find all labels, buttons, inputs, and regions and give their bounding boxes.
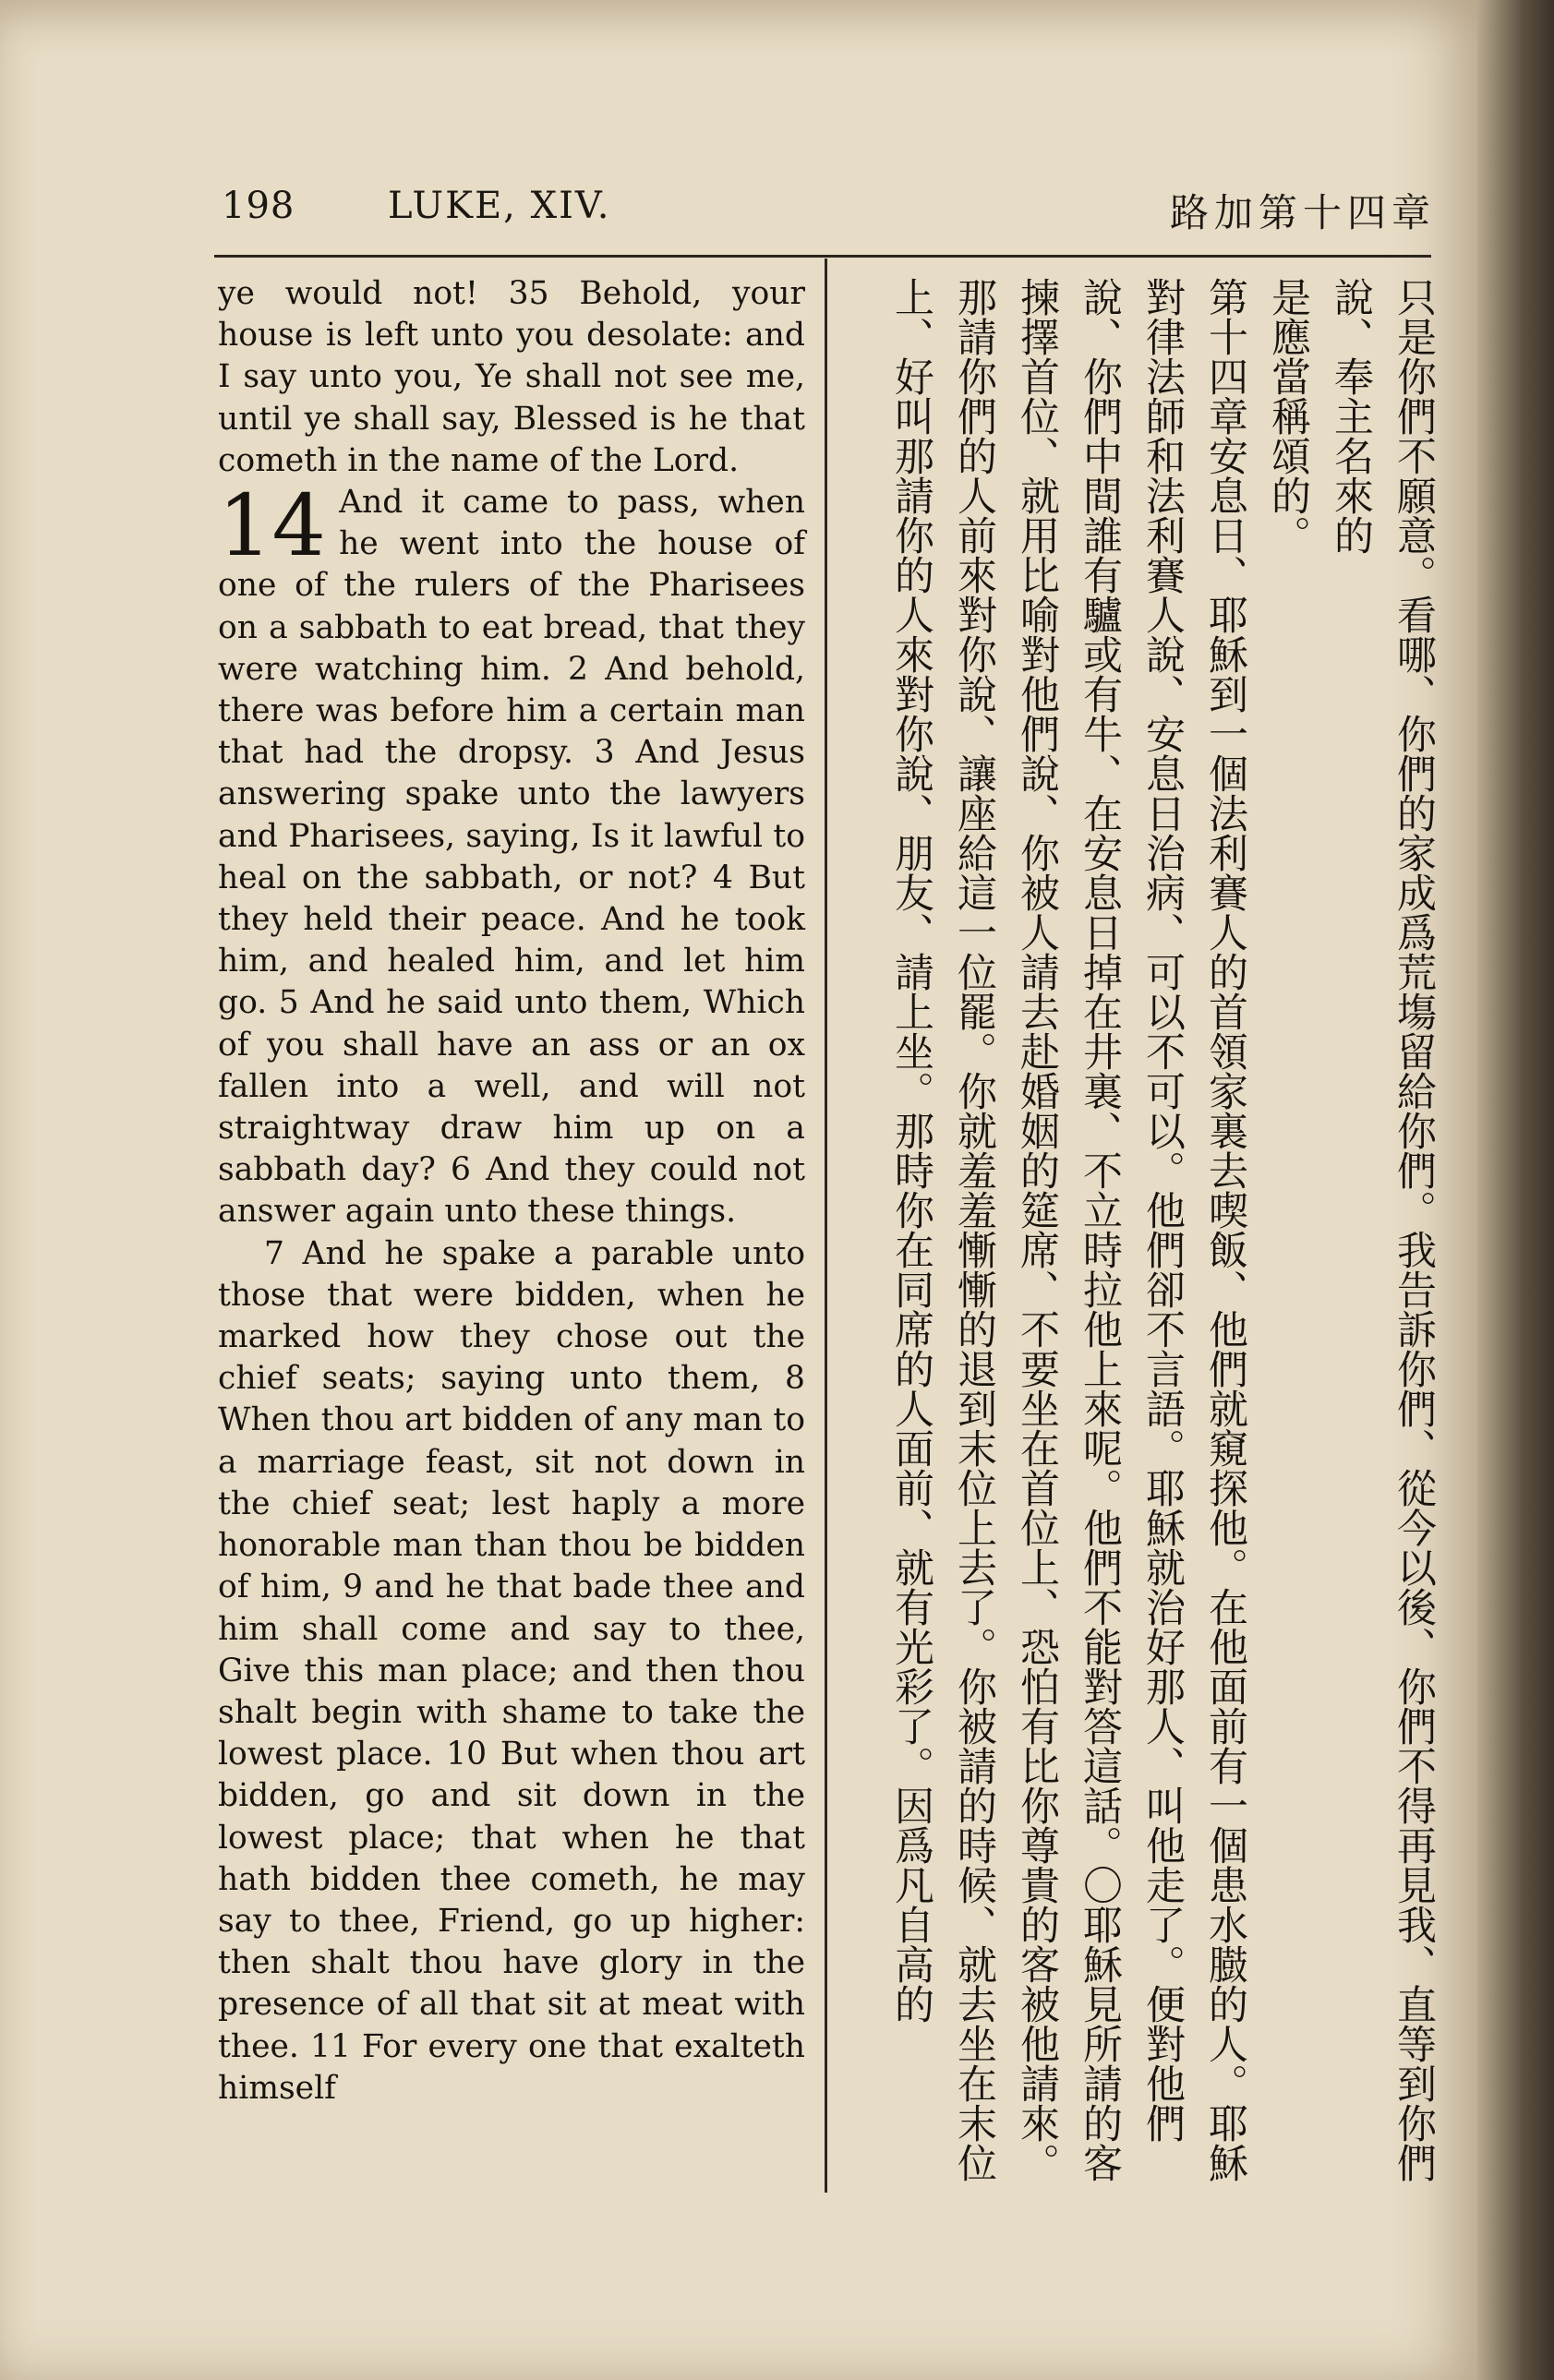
page-header — [222, 185, 1436, 249]
english-paragraph-2 — [218, 476, 805, 1233]
english-paragraph-1: ye would not! 35 Behold, your house is left unto you desolate: and I say unto you, Ye shall not see me, until ye shall say, Blessed is he that cometh in the name of the Lord. — [218, 275, 805, 479]
chinese-column — [836, 277, 1445, 2197]
chinese-column-2: 是應當稱頌的。 — [1265, 277, 1311, 555]
chapter-number: 14 — [218, 476, 327, 576]
english-paragraph-2-text: And it came to pass, when he went into the house of one of the rulers of the Pharisees on a sabbath to eat bread, that they were watching him. 2 And behold, there was before him a certain man that had the dropsy. 3 And Jesus answering spake unto the lawyers and Pharisees, saying, Is it lawful to heal on the sabbath, or not? 4 But they held their peace. And he took him, and healed him, and let him go. 5 And he said unto them, Which of you shall have an ass or an ox fallen into a well, and will not straightway draw him up on a sabbath day? 6 And they could not answer again unto these things. — [218, 484, 805, 1231]
english-column — [218, 273, 805, 2110]
chinese-chapter-text: 安息日、耶穌到一個法利賽人的首領家裏去喫飯、他們就窺探他。在他面前有一個患水臌的人。耶穌對律法師和法利賽人說、安息日治病、可以不可以。他們卻不言語。耶穌就治好那人、叫他走了。便對他們說、你們中間誰有驢或有牛、在安息日掉在井裏、不立時拉他上來呢。他們不能對答這話。〇耶穌見所請的客揀擇首位、就用比喻對他們說、你被人請去赴婚姻的筵席、不要坐在首位上、恐怕有比你尊貴的客被他請來。那請你們的人前來對你說、讓座給這一位罷。你就羞羞慚慚的退到末位上去了。你被請的時候、就去坐在末位上、好叫那請你的人來對你說、朋友、請上坐。那時你在同席的人面前、就有光彩了。因爲凡自高的 — [888, 277, 1248, 2182]
page-number: 198 — [222, 185, 295, 227]
page-edge — [1477, 0, 1554, 2380]
header-rule — [214, 255, 1431, 258]
chinese-chapter-paragraph — [880, 277, 1257, 2197]
english-paragraph-3: 7 And he spake a parable unto those that were bidden, when he marked how they chose out the chief seats; saying unto them, 8 When thou art bidden of any man to a marriage feast, sit not down in the chief seat; lest haply a more honorable man than thou be bidden of him, 9 and he that bade thee and him shall come and say to thee, Give this man place; and then thou shalt begin with shame to take the lowest place. 10 But when thou art bidden, go and sit down in the lowest place; that when he that hath bidden thee cometh, he may say to thee, Friend, go up higher: then shalt thou have glory in the presence of all that sit at meat with thee. 11 For every one that exalteth himself — [218, 1234, 805, 2107]
chinese-chapter-heading: 第十四章 — [1202, 277, 1248, 436]
chinese-column-1: 只是你們不願意。看哪、你們的家成爲荒塲留給你們。我告訴你們、從今以後、你們不得再見我、直等到你們說、奉主名來的 — [1328, 277, 1437, 2182]
chinese-running-title: 路加第十四章 — [1169, 190, 1436, 235]
running-title: LUKE, XIV. — [388, 185, 611, 227]
column-divider — [825, 258, 827, 2193]
